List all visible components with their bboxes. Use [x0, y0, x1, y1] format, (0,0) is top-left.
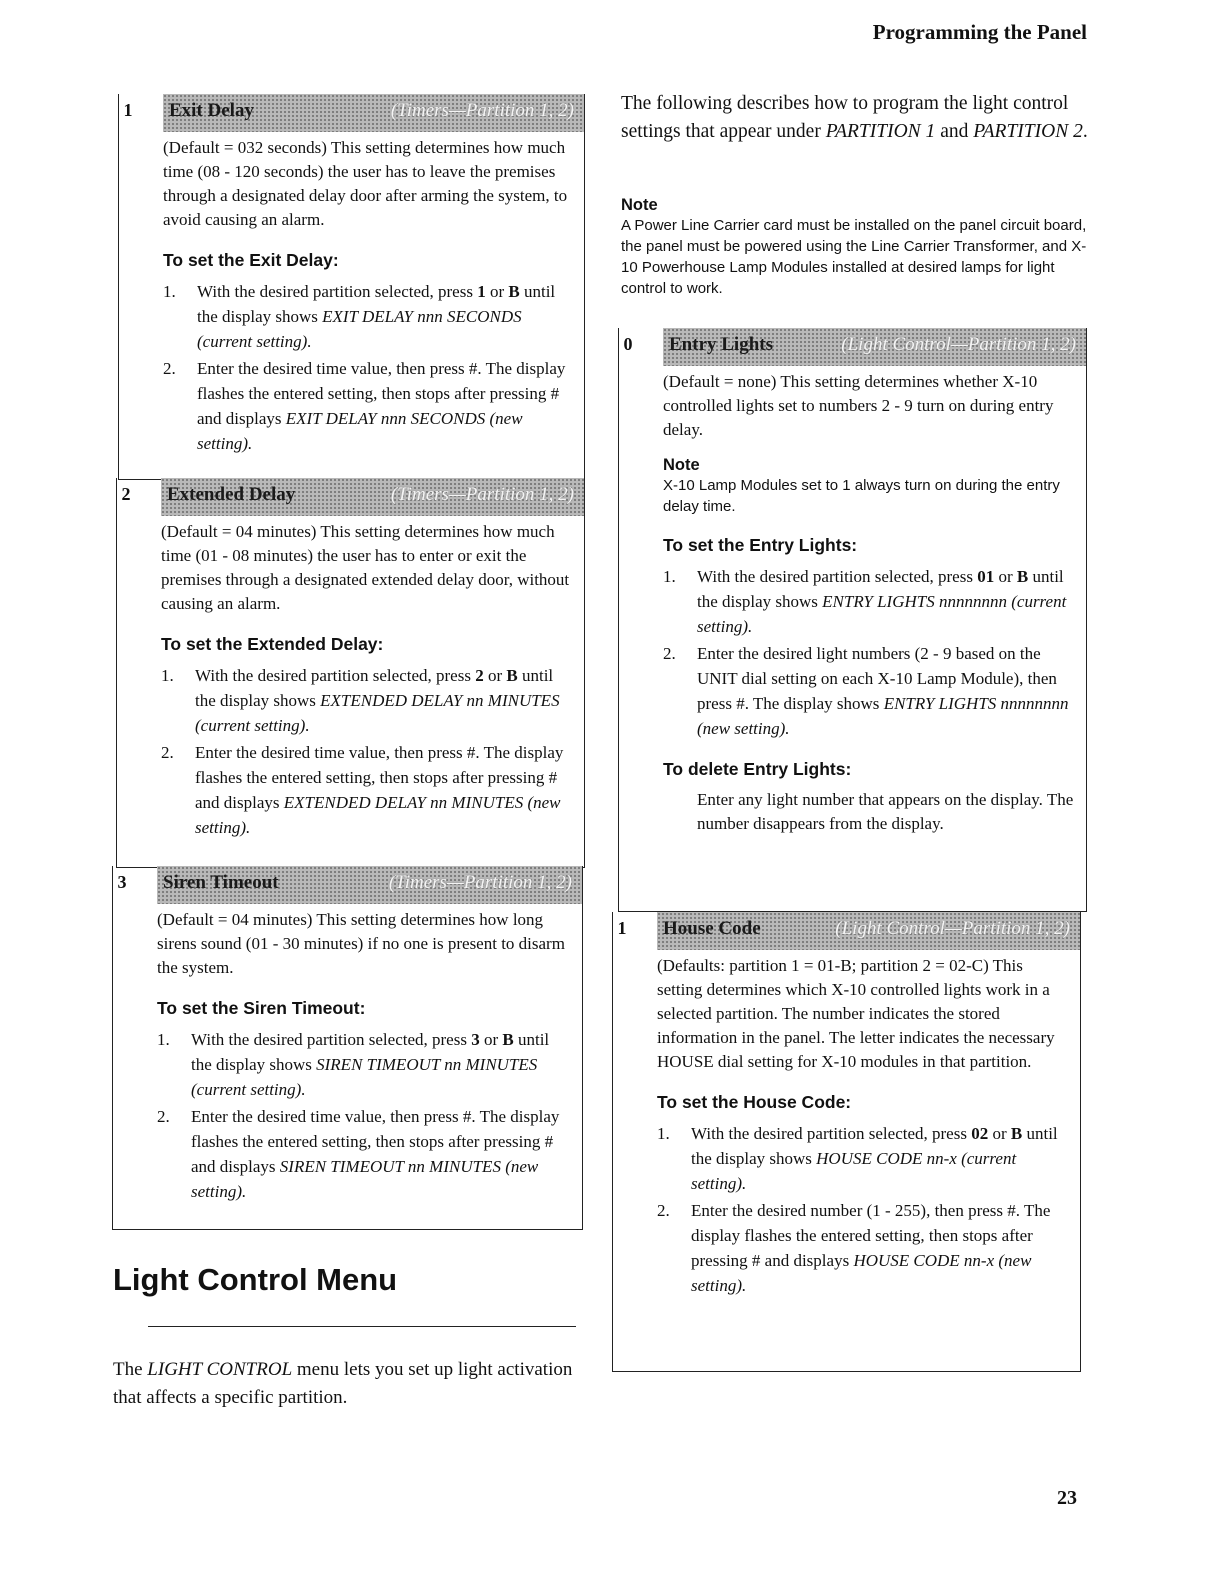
setting-title: Exit Delay: [169, 100, 254, 121]
procedure-steps: [663, 564, 1076, 741]
setting-title-bar: [157, 866, 582, 904]
procedure-step: 2. Enter the desired light numbers (2 - 9 based on the UNIT dial setting on each X-10 Lamp Module), then press #. The display shows ENTRY LIGHTS nnnnnnnn (new setting).: [663, 644, 1069, 738]
setting-header: [113, 866, 582, 904]
setting-header: [119, 94, 584, 132]
procedure-step: 1. With the desired partition selected, press 02 or B until the display shows HOUSE CODE nn-x (current setting).: [657, 1124, 1058, 1193]
procedure-step: 1. With the desired partition selected, press 2 or B until the display shows EXTENDED DELAY nn MINUTES (current setting).: [161, 666, 560, 735]
display-readout: SIREN TIMEOUT nn MINUTES: [279, 1157, 501, 1176]
setting-location: (Light Control—Partition 1, 2): [835, 918, 1070, 939]
setting-title: House Code: [663, 918, 761, 939]
procedure-heading: To set the Exit Delay:: [163, 250, 339, 270]
setting-number: 1: [123, 100, 133, 120]
setting-number: 1: [617, 918, 627, 938]
procedure-step: 1. With the desired partition selected, press 3 or B until the display shows SIREN TIMEOUT nn MINUTES (current setting).: [157, 1030, 550, 1099]
section-rule: [148, 1326, 576, 1327]
setting-description: (Defaults: partition 1 = 01-B; partition 2 = 02-C) This setting determines which X-10 controlled lights work in a selected partition. The number indicates the stored information in the panel. The letter indicates the necessary HOUSE dial setting for X-10 modules in that partition.: [657, 956, 1055, 1071]
setting-number: 3: [117, 872, 127, 892]
note-text: A Power Line Carrier card must be installed on the panel circuit board, the panel must be powered using the Line Carrier Transformer, and X-10 Powerhouse Lamp Modules installed at desired lamps for light control to work.: [621, 217, 1087, 297]
procedure-step: 1. With the desired partition selected, press 1 or B until the display shows EXIT DELAY nnn SECONDS (current setting).: [163, 282, 556, 351]
procedure-step: 2. Enter the desired number (1 - 255), then press #. The display flashes the entered setting, then stops after pressing # and displays HOUSE CODE nn-x (new setting).: [657, 1201, 1051, 1295]
setting-box-house-code: [612, 912, 1081, 1372]
section-intro: The LIGHT CONTROL menu lets you set up light activation that affects a specific partition.: [113, 1359, 573, 1408]
setting-box-extended-delay: [116, 478, 585, 868]
procedure-steps: [657, 1121, 1070, 1298]
note-label: Note: [663, 456, 700, 474]
setting-location: (Timers—Partition 1, 2): [390, 100, 574, 121]
display-readout: HOUSE CODE nn-x: [816, 1149, 957, 1168]
procedure-steps: [157, 1027, 572, 1204]
procedure-heading: To set the Siren Timeout:: [157, 998, 366, 1018]
display-readout: ENTRY LIGHTS nnnnnnnn: [883, 694, 1069, 713]
delete-heading: To delete Entry Lights:: [663, 759, 852, 779]
page-number: 23: [1057, 1487, 1077, 1509]
note-label: Note: [621, 196, 658, 214]
setting-number: 2: [121, 484, 131, 504]
procedure-steps: [163, 279, 574, 456]
setting-header: [619, 328, 1086, 366]
setting-location: (Timers—Partition 1, 2): [390, 484, 574, 505]
display-readout: EXIT DELAY nnn SECONDS: [285, 409, 486, 428]
setting-description: (Default = 04 minutes) This setting determines how long sirens sound (01 - 30 minutes) if no one is present to disarm the system.: [157, 910, 565, 977]
procedure-heading: To set the Entry Lights:: [663, 535, 858, 555]
display-readout: EXTENDED DELAY nn MINUTES: [320, 691, 560, 710]
setting-box-entry-lights: [618, 328, 1087, 912]
setting-header: [613, 912, 1080, 950]
display-readout: EXIT DELAY nnn SECONDS: [322, 307, 522, 326]
procedure-step: 2. Enter the desired time value, then press #. The display flashes the entered setting, then stops after pressing # and displays EXTENDED DELAY nn MINUTES (new setting).: [161, 743, 564, 837]
running-header: Programming the Panel: [872, 20, 1087, 44]
procedure-step: 2. Enter the desired time value, then press #. The display flashes the entered setting, then stops after pressing # and displays EXIT DELAY nnn SECONDS (new setting).: [163, 359, 566, 453]
setting-title-bar: [161, 478, 584, 516]
procedure-step: 1. With the desired partition selected, press 01 or B until the display shows ENTRY LIGHTS nnnnnnnn (current setting).: [663, 567, 1067, 636]
setting-box-exit-delay: [118, 94, 585, 480]
setting-title: Entry Lights: [669, 334, 773, 355]
procedure-heading: To set the Extended Delay:: [161, 634, 384, 654]
power-line-note: [621, 196, 1091, 299]
setting-title-bar: [663, 328, 1086, 366]
procedure-step: 2. Enter the desired time value, then press #. The display flashes the entered setting, then stops after pressing # and displays SIREN TIMEOUT nn MINUTES (new setting).: [157, 1107, 560, 1201]
setting-description: (Default = 032 seconds) This setting determines how much time (08 - 120 seconds) the user has to leave the premises through a designated delay door after arming the system, to avoid causing an alarm.: [163, 138, 568, 229]
procedure-steps: [161, 663, 574, 840]
setting-title-bar: [657, 912, 1080, 950]
setting-title: Extended Delay: [167, 484, 296, 505]
display-readout: ENTRY LIGHTS nnnnnnnn: [822, 592, 1007, 611]
setting-location: (Timers—Partition 1, 2): [388, 872, 572, 893]
setting-location: (Light Control—Partition 1, 2): [841, 334, 1076, 355]
setting-number: 0: [623, 334, 633, 354]
setting-description: (Default = none) This setting determines whether X-10 controlled lights set to numbers 2 - 9 turn on during entry delay.: [663, 372, 1054, 439]
section-title: Light Control Menu: [113, 1262, 398, 1297]
setting-description: (Default = 04 minutes) This setting determines how much time (01 - 08 minutes) the user has to enter or exit the premises through a designated extended delay door, without causing an alarm.: [161, 522, 570, 613]
setting-header: [117, 478, 584, 516]
setting-title: Siren Timeout: [163, 872, 279, 893]
display-readout: HOUSE CODE nn-x: [853, 1251, 995, 1270]
procedure-heading: To set the House Code:: [657, 1092, 852, 1112]
delete-instructions: Enter any light number that appears on the display. The number disappears from the display.: [697, 790, 1074, 833]
setting-title-bar: [163, 94, 584, 132]
note-text: X-10 Lamp Modules set to 1 always turn on during the entry delay time.: [663, 477, 1060, 515]
display-readout: EXTENDED DELAY nn MINUTES: [283, 793, 524, 812]
setting-box-siren-timeout: [112, 866, 583, 1230]
display-readout: SIREN TIMEOUT nn MINUTES: [316, 1055, 538, 1074]
right-intro: The following describes how to program the light control settings that appear under PARTITION 1 and PARTITION 2.: [621, 93, 1088, 142]
